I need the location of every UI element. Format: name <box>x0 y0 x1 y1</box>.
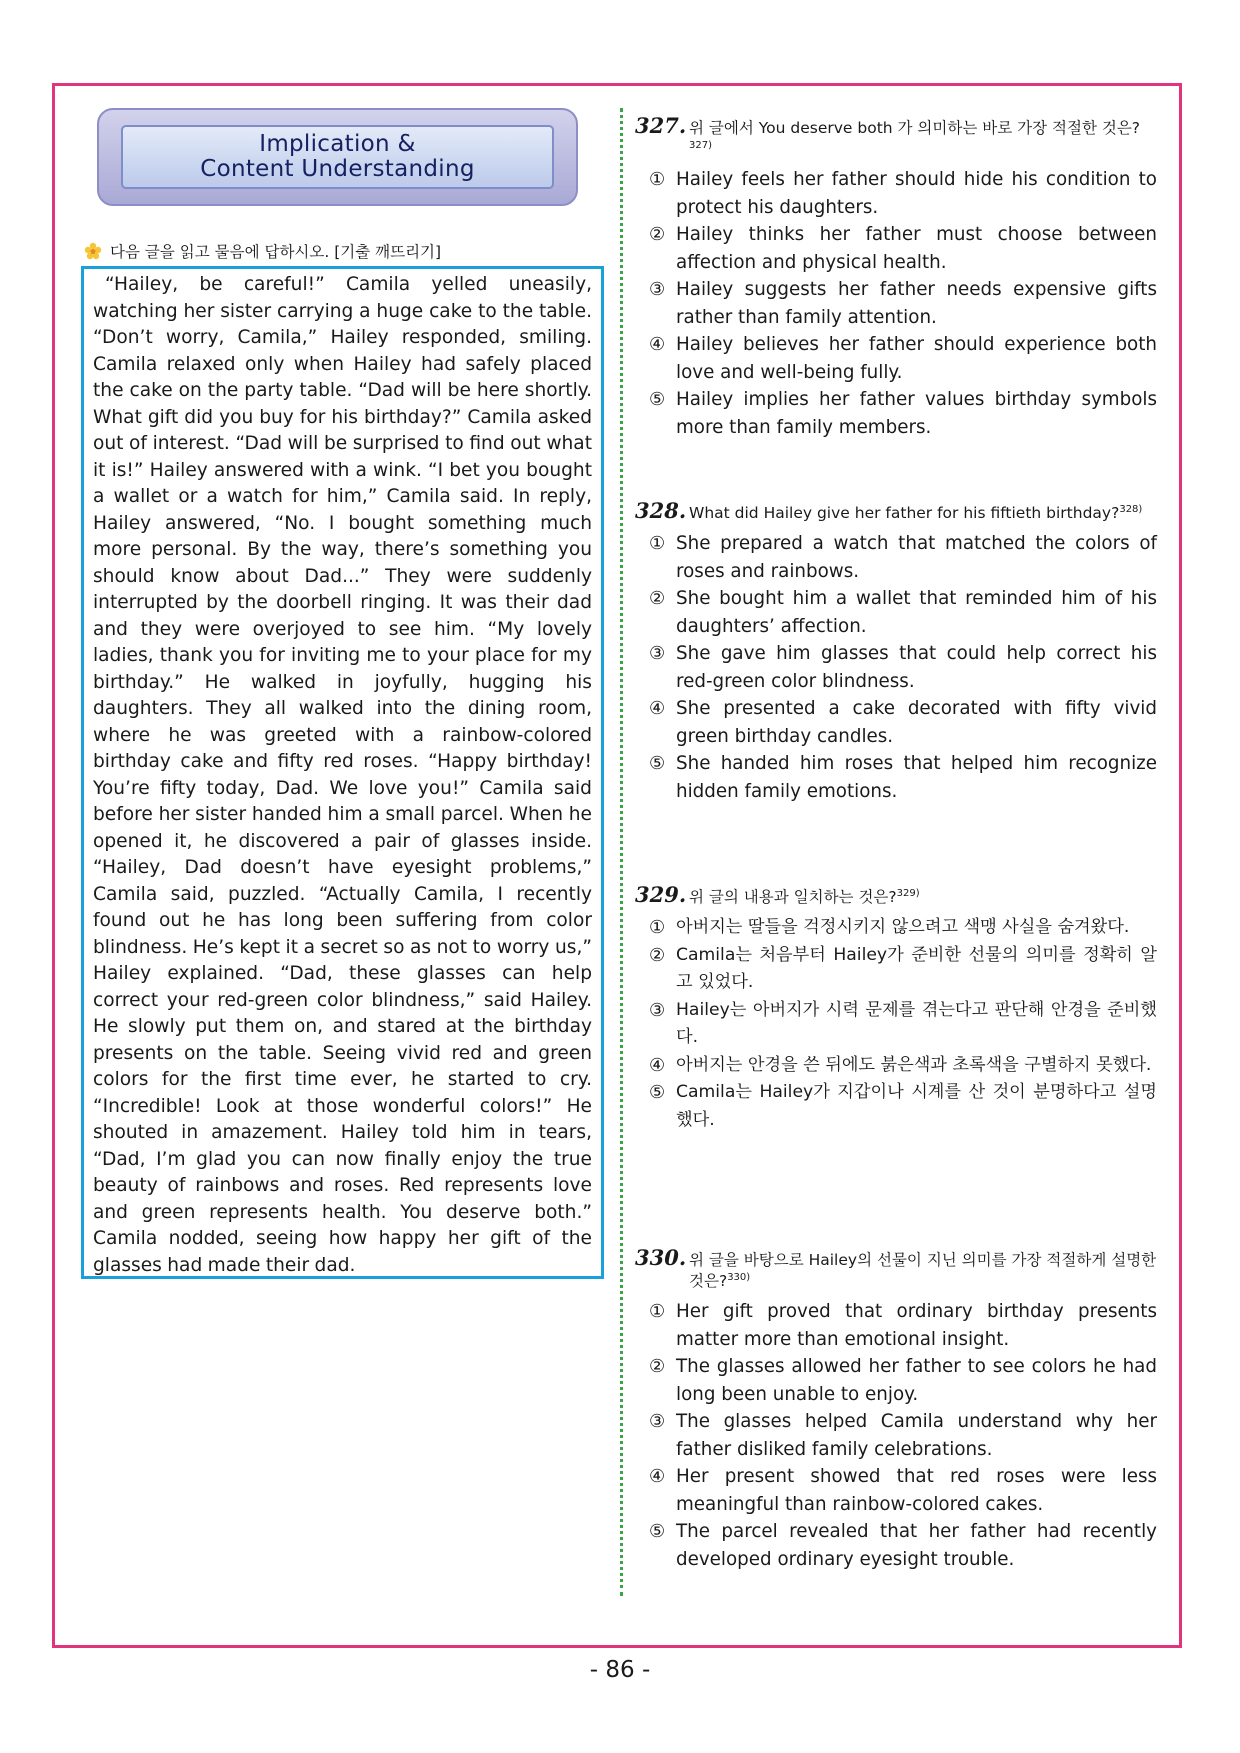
option-text: Hailey feels her father should hide his condition to protect his daughters. <box>676 169 1157 218</box>
option-marker: ③ <box>649 999 666 1021</box>
option-text: Camila는 처음부터 Hailey가 준비한 선물의 의미를 정확히 알고 있었다. <box>676 944 1157 992</box>
option-text: Hailey thinks her father must choose between affection and physical health. <box>676 224 1157 273</box>
option-5[interactable] <box>635 1079 1157 1134</box>
option-marker: ③ <box>649 279 666 300</box>
question-header <box>635 1245 1157 1292</box>
option-text: 아버지는 안경을 쓴 뒤에도 붉은색과 초록색을 구별하지 못했다. <box>676 1054 1152 1075</box>
question-number: 330. <box>635 1245 687 1270</box>
option-1[interactable] <box>635 166 1157 221</box>
page-number: - 86 - <box>589 1657 651 1683</box>
option-marker: ④ <box>649 1466 666 1487</box>
question-header <box>635 498 1157 524</box>
option-5[interactable] <box>635 750 1157 805</box>
option-marker: ② <box>649 1356 666 1377</box>
option-marker: ④ <box>649 1054 666 1076</box>
instruction-text: 다음 글을 읽고 물음에 답하시오. [기출 깨뜨리기] <box>110 243 442 261</box>
option-text: She gave him glasses that could help correct his red-green color blindness. <box>676 643 1157 692</box>
question-footnote: 329) <box>896 887 920 899</box>
option-text: Her gift proved that ordinary birthday presents matter more than emotional insight. <box>676 1301 1157 1350</box>
option-marker: ② <box>649 224 666 245</box>
question-header <box>635 113 1157 160</box>
section-title-line-1: Implication & <box>259 131 416 157</box>
instruction <box>84 240 441 262</box>
section-title-inner <box>121 125 554 189</box>
question-327 <box>635 113 1157 441</box>
option-2[interactable] <box>635 1353 1157 1408</box>
option-5[interactable] <box>635 1518 1157 1573</box>
question-header <box>635 882 1157 908</box>
option-marker: ⑤ <box>649 1521 666 1542</box>
option-marker: ⑤ <box>649 1082 666 1103</box>
option-marker: ④ <box>649 698 666 719</box>
option-3[interactable] <box>635 640 1157 695</box>
question-prompt: 위 글에서 You deserve both 가 의미하는 바로 가장 적절한 것은? <box>689 119 1141 137</box>
option-text: She prepared a watch that matched the colors of roses and rainbows. <box>676 533 1157 582</box>
option-text: She handed him roses that helped him recognize hidden family emotions. <box>676 753 1157 802</box>
option-marker: ⑤ <box>649 753 666 774</box>
option-text: Her present showed that red roses were less meaningful than rainbow-colored cakes. <box>676 1466 1157 1515</box>
option-4[interactable] <box>635 695 1157 750</box>
option-marker: ④ <box>649 334 666 355</box>
option-text: The glasses helped Camila understand why her father disliked family celebrations. <box>676 1411 1157 1460</box>
question-footnote: 328) <box>1119 503 1143 515</box>
question-prompt: 위 글을 바탕으로 Hailey의 선물이 지닌 의미를 가장 적절하게 설명한 것은? <box>689 1251 1157 1290</box>
column-divider <box>620 108 623 1596</box>
option-marker: ① <box>649 169 666 190</box>
option-4[interactable] <box>635 331 1157 386</box>
option-text: The parcel revealed that her father had recently developed ordinary eyesight trouble. <box>676 1521 1157 1570</box>
option-marker: ① <box>649 917 666 938</box>
section-title-box <box>97 108 578 206</box>
option-3[interactable] <box>635 997 1157 1052</box>
option-2[interactable] <box>635 585 1157 640</box>
option-text: 아버지는 딸들을 걱정시키지 않으려고 색맹 사실을 숨겨왔다. <box>676 917 1130 937</box>
question-footnote: 327) <box>689 139 712 151</box>
option-text: Hailey suggests her father needs expensive gifts rather than family attention. <box>676 279 1157 328</box>
section-title-line-2: Content Understanding <box>200 156 475 182</box>
option-marker: ① <box>649 533 666 554</box>
option-marker: ① <box>649 1301 666 1322</box>
option-text: Camila는 Hailey가 지갑이나 시계를 산 것이 분명하다고 설명했다. <box>676 1082 1157 1130</box>
option-marker: ② <box>649 944 666 966</box>
option-2[interactable] <box>635 221 1157 276</box>
option-2[interactable] <box>635 942 1157 997</box>
option-list <box>635 530 1157 805</box>
option-4[interactable] <box>635 1052 1157 1080</box>
question-number: 328. <box>635 498 687 523</box>
option-1[interactable] <box>635 530 1157 585</box>
passage-box <box>81 266 604 1279</box>
option-marker: ③ <box>649 643 666 664</box>
option-text: Hailey는 아버지가 시력 문제를 겪는다고 판단해 안경을 준비했다. <box>676 999 1157 1047</box>
option-list <box>635 1298 1157 1573</box>
option-text: Hailey implies her father values birthday symbols more than family members. <box>676 389 1157 438</box>
option-3[interactable] <box>635 276 1157 331</box>
question-prompt: 위 글의 내용과 일치하는 것은? <box>689 888 897 906</box>
option-marker: ③ <box>649 1411 666 1432</box>
option-4[interactable] <box>635 1463 1157 1518</box>
question-footnote: 330) <box>727 1271 751 1283</box>
option-marker: ⑤ <box>649 389 666 410</box>
option-5[interactable] <box>635 386 1157 441</box>
option-3[interactable] <box>635 1408 1157 1463</box>
question-number: 327. <box>635 113 687 138</box>
flower-icon <box>84 242 102 260</box>
question-prompt: What did Hailey give her father for his fiftieth birthday? <box>689 504 1120 522</box>
passage-text: “Hailey, be careful!” Camila yelled uneasily, watching her sister carrying a huge cake to the table. “Don’t worry, Camila,” Hailey responded, smiling. Camila relaxed only when Hailey had safely placed the cake on the party table. “Dad will be here shortly. What gift did you buy for his birthday?” Camila asked out of interest. “Dad will be surprised to find out what it is!” Hailey answered with a wink. “I bet you bought a wallet or a watch for him,” Camila said. In reply, Hailey answered, “No. I bought something much more personal. By the way, there’s something you should know about Dad...” They were suddenly interrupted by the doorbell ringing. It was their dad and they were overjoyed to see him. “My lovely ladies, thank you for inviting me to your place for my birthday.” He walked in joyfully, hugging his daughters. They all walked into the dining room, where he was greeted with a rainbow-colored birthday cake and fifty red roses. “Happy birthday! You’re fifty today, Dad. We love you!” Camila said before her sister handed him a small parcel. When he opened it, he discovered a pair of glasses inside. “Hailey, Dad doesn’t have eyesight problems,” Camila said, puzzled. “Actually Camila, I recently found out he has long been suffering from color blindness. He’s kept it a secret so as not to worry us,” Hailey explained. “Dad, these glasses can help correct your red-green color blindness,” said Hailey. He slowly put them on, and stared at the birthday presents on the table. Seeing vivid red and green colors for the first time ever, he started to cry. “Incredible! Look at those wonderful colors!” He shouted in amazement. Hailey told him in tears, “Dad, I’m glad you can now finally enjoy the true beauty of rainbows and roses. Red represents love and green represents health. You deserve both.” Camila nodded, seeing how happy her gift of the glasses had made their dad. <box>93 274 592 1276</box>
option-1[interactable] <box>635 914 1157 942</box>
option-1[interactable] <box>635 1298 1157 1353</box>
question-329 <box>635 882 1157 1134</box>
question-number: 329. <box>635 882 687 907</box>
option-list <box>635 914 1157 1134</box>
option-marker: ② <box>649 588 666 609</box>
question-328 <box>635 498 1157 805</box>
option-text: She presented a cake decorated with fifty vivid green birthday candles. <box>676 698 1157 747</box>
option-text: Hailey believes her father should experience both love and well-being fully. <box>676 334 1157 383</box>
option-text: The glasses allowed her father to see colors he had long been unable to enjoy. <box>676 1356 1157 1405</box>
question-330 <box>635 1245 1157 1573</box>
option-text: She bought him a wallet that reminded him of his daughters’ affection. <box>676 588 1157 637</box>
option-list <box>635 166 1157 441</box>
